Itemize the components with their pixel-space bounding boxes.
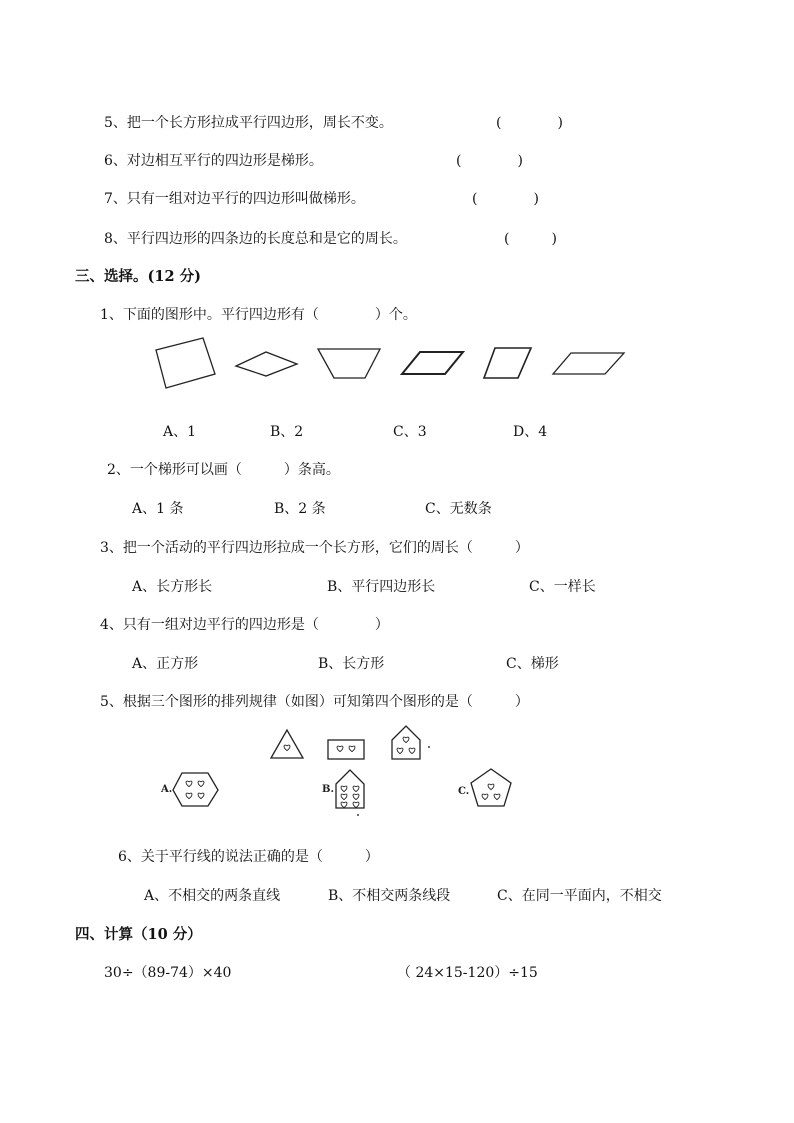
judge-q8-text: 8、平行四边形的四条边的长度总和是它的周长。 bbox=[104, 231, 407, 247]
q4-option-b[interactable]: B、长方形 bbox=[318, 656, 385, 672]
section3-title: 三、选择。(12 分) bbox=[75, 268, 201, 285]
q6-option-a[interactable]: A、不相交的两条直线 bbox=[144, 888, 281, 904]
q5-option-a-hexagon[interactable] bbox=[173, 773, 218, 806]
q5-option-c-label[interactable]: C. bbox=[458, 786, 470, 797]
judge-q5-text: 5、把一个长方形拉成平行四边形，周长不变。 bbox=[104, 115, 393, 131]
q1-option-a[interactable]: A、1 bbox=[163, 424, 197, 440]
q1-option-c[interactable]: C、3 bbox=[393, 424, 427, 440]
q6-option-c[interactable]: C、在同一平面内，不相交 bbox=[497, 888, 662, 904]
q3-option-b[interactable]: B、平行四边形长 bbox=[327, 579, 436, 595]
choice-q6-text: 6、关于平行线的说法正确的是（ ） bbox=[118, 849, 379, 865]
q1-option-b[interactable]: B、2 bbox=[270, 424, 304, 440]
choice-q1-text: 1、下面的图形中。平行四边形有（ ）个。 bbox=[100, 307, 417, 323]
choice-q5-text: 5、根据三个图形的排列规律（如图）可知第四个图形的是（ ） bbox=[100, 694, 529, 710]
q4-option-c[interactable]: C、梯形 bbox=[506, 656, 559, 672]
q2-option-c[interactable]: C、无数条 bbox=[425, 501, 492, 517]
choice-q4-text: 4、只有一组对边平行的四边形是（ ） bbox=[100, 617, 389, 633]
q3-option-a[interactable]: A、长方形长 bbox=[132, 579, 213, 595]
judge-q8-answer-paren[interactable]: ( ) bbox=[504, 231, 557, 247]
q5-option-c-pentagon[interactable] bbox=[471, 769, 511, 806]
pattern-triangle-1-heart bbox=[271, 730, 303, 758]
q1-option-d[interactable]: D、4 bbox=[513, 424, 548, 440]
q5-option-b-label[interactable]: B. bbox=[322, 784, 334, 795]
q4-option-a[interactable]: A、正方形 bbox=[132, 656, 199, 672]
judge-q7-answer-paren[interactable]: ( ) bbox=[472, 191, 539, 207]
judge-q5-answer-paren[interactable]: ( ) bbox=[496, 115, 563, 131]
judge-q6-answer-paren[interactable]: ( ) bbox=[456, 153, 523, 169]
calc-expression-2: （ 24×15-120）÷15 bbox=[397, 965, 538, 981]
q5-option-a-label[interactable]: A. bbox=[161, 784, 173, 795]
calc-expression-1: 30÷（89-74）×40 bbox=[104, 965, 232, 981]
section4-title: 四、计算（10 分） bbox=[75, 926, 202, 943]
pattern-house-3-hearts bbox=[392, 726, 420, 759]
choice-q3-text: 3、把一个活动的平行四边形拉成一个长方形，它们的周长（ ） bbox=[100, 540, 529, 556]
q2-option-a[interactable]: A、1 条 bbox=[132, 501, 184, 517]
choice-q2-text: 2、一个梯形可以画（ ）条高。 bbox=[107, 462, 340, 478]
q3-option-c[interactable]: C、一样长 bbox=[529, 579, 596, 595]
q6-option-b[interactable]: B、不相交两条线段 bbox=[328, 888, 451, 904]
q2-option-b[interactable]: B、2 条 bbox=[274, 501, 326, 517]
judge-q7-text: 7、只有一组对边平行的四边形叫做梯形。 bbox=[104, 191, 365, 207]
q5-option-b-house[interactable] bbox=[336, 770, 364, 815]
judge-q6-text: 6、对边相互平行的四边形是梯形。 bbox=[104, 153, 323, 169]
pattern-rectangle-2-hearts bbox=[328, 740, 364, 759]
